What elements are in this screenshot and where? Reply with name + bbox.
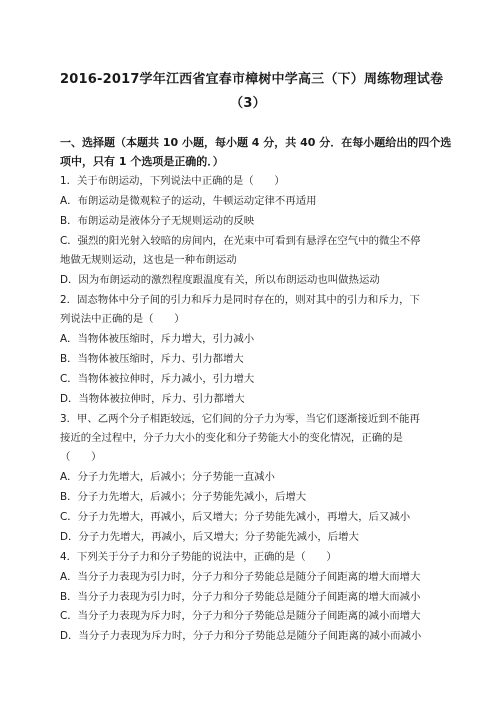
question-1-stem: 1．关于布朗运动，下列说法中正确的是（ ） (60, 175, 285, 187)
option-text: 分子力先增大，后减小；分子势能先减小，后增大 (77, 491, 307, 503)
option-text: 分子力先增大，再减小，后又增大；分子势能先减小，后增大 (78, 531, 359, 543)
document-title-line-1: 2016-2017学年江西省宜春市樟树中学高三（下）周练物理试卷 (60, 72, 444, 87)
option-text: 当分子力表现为引力时，分子力和分子势能总是随分子间距离的增大而增大 (77, 571, 421, 583)
option-text: 分子力先增大，后减小；分子势能一直减小 (77, 471, 275, 483)
question-4-option-b (60, 591, 420, 604)
question-1-option-b (60, 215, 254, 228)
option-label: D． (60, 531, 79, 543)
question-3-stem-continuation-1: 接近的全过程中，分子力大小的变化和分子势能大小的变化情况，正确的是 (60, 432, 403, 444)
question-3-stem-continuation-2: （ ） (60, 451, 102, 463)
question-3-stem: 3．甲、乙两个分子相距较远，它们间的分子力为零，当它们逐渐接近到不能再 (60, 413, 420, 425)
option-text: 分子力先增大，再减小，后又增大；分子势能先减小，再增大，后又减小 (77, 511, 411, 523)
question-1-option-d (60, 274, 380, 287)
question-3-option-b (60, 491, 306, 504)
question-2-option-a (60, 333, 254, 346)
question-3-option-a (60, 471, 275, 484)
option-label: A． (60, 333, 78, 345)
document-title-line-2: （3） (230, 96, 266, 111)
question-4-option-c (60, 610, 421, 623)
question-2-stem-continuation: 列说法中正确的是（ ） (60, 313, 185, 325)
section-heading-line-1: 一、选择题（本题共 10 小题，每小题 4 分，共 40 分．在每小题给出的四个选 (60, 136, 452, 149)
question-1-option-c-continuation: 地做无规则运动，这也是一种布朗运动 (60, 254, 237, 266)
option-text: 当物体被压缩时，斥力、引力都增大 (77, 353, 244, 365)
option-text: 当分子力表现为斥力时，分子力和分子势能总是随分子间距离的减小而减小 (78, 630, 422, 642)
question-2-option-b (60, 353, 244, 366)
option-label: D． (60, 630, 79, 642)
question-4-option-d (60, 630, 421, 643)
option-label: C． (60, 235, 78, 247)
option-label: A． (60, 471, 78, 483)
option-text: 当物体被压缩时，斥力增大，引力减小 (77, 333, 255, 345)
option-label: B． (60, 353, 78, 365)
option-label: B． (60, 591, 78, 603)
question-2-option-d (60, 393, 245, 406)
option-text: 因为布朗运动的激烈程度跟温度有关，所以布朗运动也叫做热运动 (78, 274, 380, 286)
question-2-stem: 2．固态物体中分子间的引力和斥力是同时存在的，则对其中的引力和斥力，下 (60, 294, 420, 306)
question-1-option-c (60, 235, 421, 248)
option-text: 当物体被拉伸时，斥力、引力都增大 (78, 393, 245, 405)
option-text: 布朗运动是液体分子无规则运动的反映 (77, 215, 255, 227)
option-label: C． (60, 373, 78, 385)
question-2-option-c (60, 373, 254, 386)
option-label: C． (60, 610, 78, 622)
option-label: C． (60, 511, 78, 523)
option-text: 布朗运动是微观粒子的运动，牛顿运动定律不再适用 (77, 195, 317, 207)
option-text: 当分子力表现为引力时，分子力和分子势能总是随分子间距离的增大而减小 (77, 591, 421, 603)
question-3-option-d (60, 531, 359, 544)
option-label: D． (60, 393, 79, 405)
option-label: B． (60, 215, 78, 227)
option-text: 当物体被拉伸时，斥力减小，引力增大 (77, 373, 255, 385)
question-4-option-a (60, 571, 420, 584)
option-label: D． (60, 274, 79, 286)
option-label: B． (60, 491, 78, 503)
question-1-option-a (60, 195, 316, 208)
option-text: 当分子力表现为斥力时，分子力和分子势能总是随分子间距离的减小而增大 (77, 610, 421, 622)
section-heading-line-2: 项中，只有 1 个选项是正确的．） (60, 155, 224, 168)
option-text: 强烈的阳光射入较暗的房间内，在光束中可看到有悬浮在空气中的微尘不停 (77, 235, 421, 247)
option-label: A． (60, 195, 78, 207)
question-3-option-c (60, 511, 410, 524)
question-4-stem: 4．下列关于分子力和分子势能的说法中，正确的是（ ） (60, 551, 337, 563)
option-label: A． (60, 571, 78, 583)
